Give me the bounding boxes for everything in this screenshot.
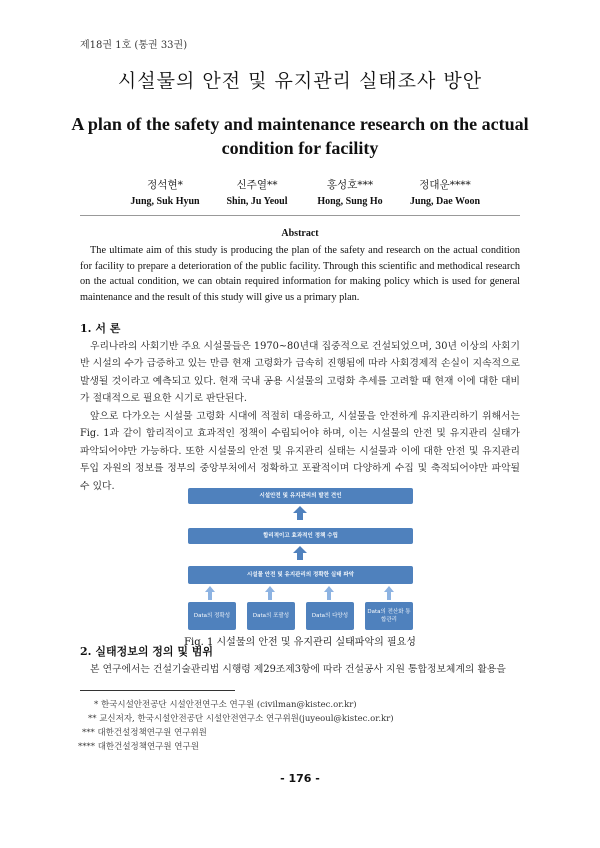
page-number: - 176 -	[280, 772, 320, 785]
section-1-paragraph-1: 우리나라의 사회기반 주요 시설물들은 1970~80년대 집중적으로 건설되었으며, 30년 이상의 사회기반 시설의 수가 급증하고 있는 만큼 현재 고령화가 급속히 진행됨에 따라 사회경제적 손실이 지속적으로 발생될 것이라고 예측되고 있다. 현재 국내 공용 시설물의 고령화 추세를 고려할 때 현재 이에 대한 대비가 절대적으로 필요한 시기로 판단된다.	[80, 341, 520, 405]
footnote-1: * 한국시설안전공단 시설안전연구소 연구원 (civilman@kistec.or.kr)	[94, 700, 357, 710]
section-1-heading: 1. 서 론	[80, 322, 121, 335]
figure-box-policy: 합리적이고 효과적인 정책 수립	[188, 528, 413, 544]
figure-data-diversity: Data의 다양성	[306, 602, 354, 630]
author-name-english: Shin, Ju Yeoul	[226, 196, 288, 207]
abstract-text: The ultimate aim of this study is producing the plan of the safety and research on the actual condition for facility to prepare a deterioration of the public facility. Through this scientific and methodical research on the actual condition, we can obtain required information for making policy which is used for general maintenance and the result of this study will give us a primary plan.	[80, 245, 520, 303]
journal-header: 제18권 1호 (통권 33권)	[80, 40, 188, 51]
author-name-korean: 정석현*	[147, 179, 183, 191]
figure-box-status: 시설물 안전 및 유지관리의 정확한 실태 파악	[188, 566, 413, 584]
figure-1-caption: Fig. 1 시설물의 안전 및 유지관리 실태파악의 필요성	[184, 637, 416, 648]
footnote-divider	[80, 690, 235, 691]
author-3	[300, 177, 400, 207]
footnote-2: ** 교신저자, 한국시설안전공단 시설안전연구소 연구위원(juyeoul@kistec.or.kr)	[88, 714, 394, 724]
figure-box-goal: 시설안전 및 유지관리의 발전 견인	[188, 488, 413, 504]
author-name-korean: 신주열**	[236, 179, 278, 191]
up-arrow-icon	[265, 586, 275, 600]
author-name-korean: 홍성호***	[326, 179, 374, 191]
figure-data-accuracy: Data의 정확성	[188, 602, 236, 630]
section-2-paragraph-1: 본 연구에서는 건설기술관리법 시행령 제29조제3항에 따라 건설공사 지원 통합정보체계의 활용을	[90, 664, 506, 675]
author-2	[207, 177, 307, 207]
author-name-korean: 정대운****	[419, 179, 471, 191]
figure-data-comprehensiveness: Data의 포괄성	[247, 602, 295, 630]
abstract-heading: Abstract	[281, 228, 319, 239]
author-name-english: Hong, Sung Ho	[317, 196, 383, 207]
title-divider	[80, 215, 520, 216]
author-1	[115, 177, 215, 207]
paper-title-korean: 시설물의 안전 및 유지관리 실태조사 방안	[117, 70, 483, 92]
up-arrow-icon	[324, 586, 334, 600]
up-arrow-icon	[293, 506, 307, 520]
footnote-4: **** 대한건설정책연구원 연구원	[78, 742, 199, 752]
footnote-3: *** 대한건설정책연구원 연구위원	[82, 728, 207, 738]
up-arrow-icon	[205, 586, 215, 600]
figure-data-integration: Data의 전산화 통합관리	[365, 602, 413, 630]
author-name-english: Jung, Suk Hyun	[130, 196, 200, 207]
figure-1	[188, 488, 413, 632]
author-name-english: Jung, Dae Woon	[409, 196, 481, 207]
section-1-paragraph-2: 앞으로 다가오는 시설물 고령화 시대에 적절히 대응하고, 시설물을 안전하게 유지관리하기 위해서는 Fig. 1과 같이 합리적이고 효과적인 정책이 수립되어야 하며, 이는 시설물의 안전 및 유지관리 실태가 파악되어야만 가능하다. 또한 시설물의 안전 및 유지관리 실태는 시설물과 이에 대한 안전 및 유지관리 투입 자원의 정보를 정부의 중앙부처에서 정확하고 포괄적이며 다양하게 수집 및 축적되어야만 파악될 수 있다.	[80, 411, 520, 492]
paper-title-english: A plan of the safety and maintenance research on the actual condition for facility	[71, 114, 529, 158]
section-2-heading: 2. 실태정보의 정의 및 범위	[80, 645, 214, 658]
up-arrow-icon	[384, 586, 394, 600]
author-4	[395, 177, 495, 207]
up-arrow-icon	[293, 546, 307, 560]
